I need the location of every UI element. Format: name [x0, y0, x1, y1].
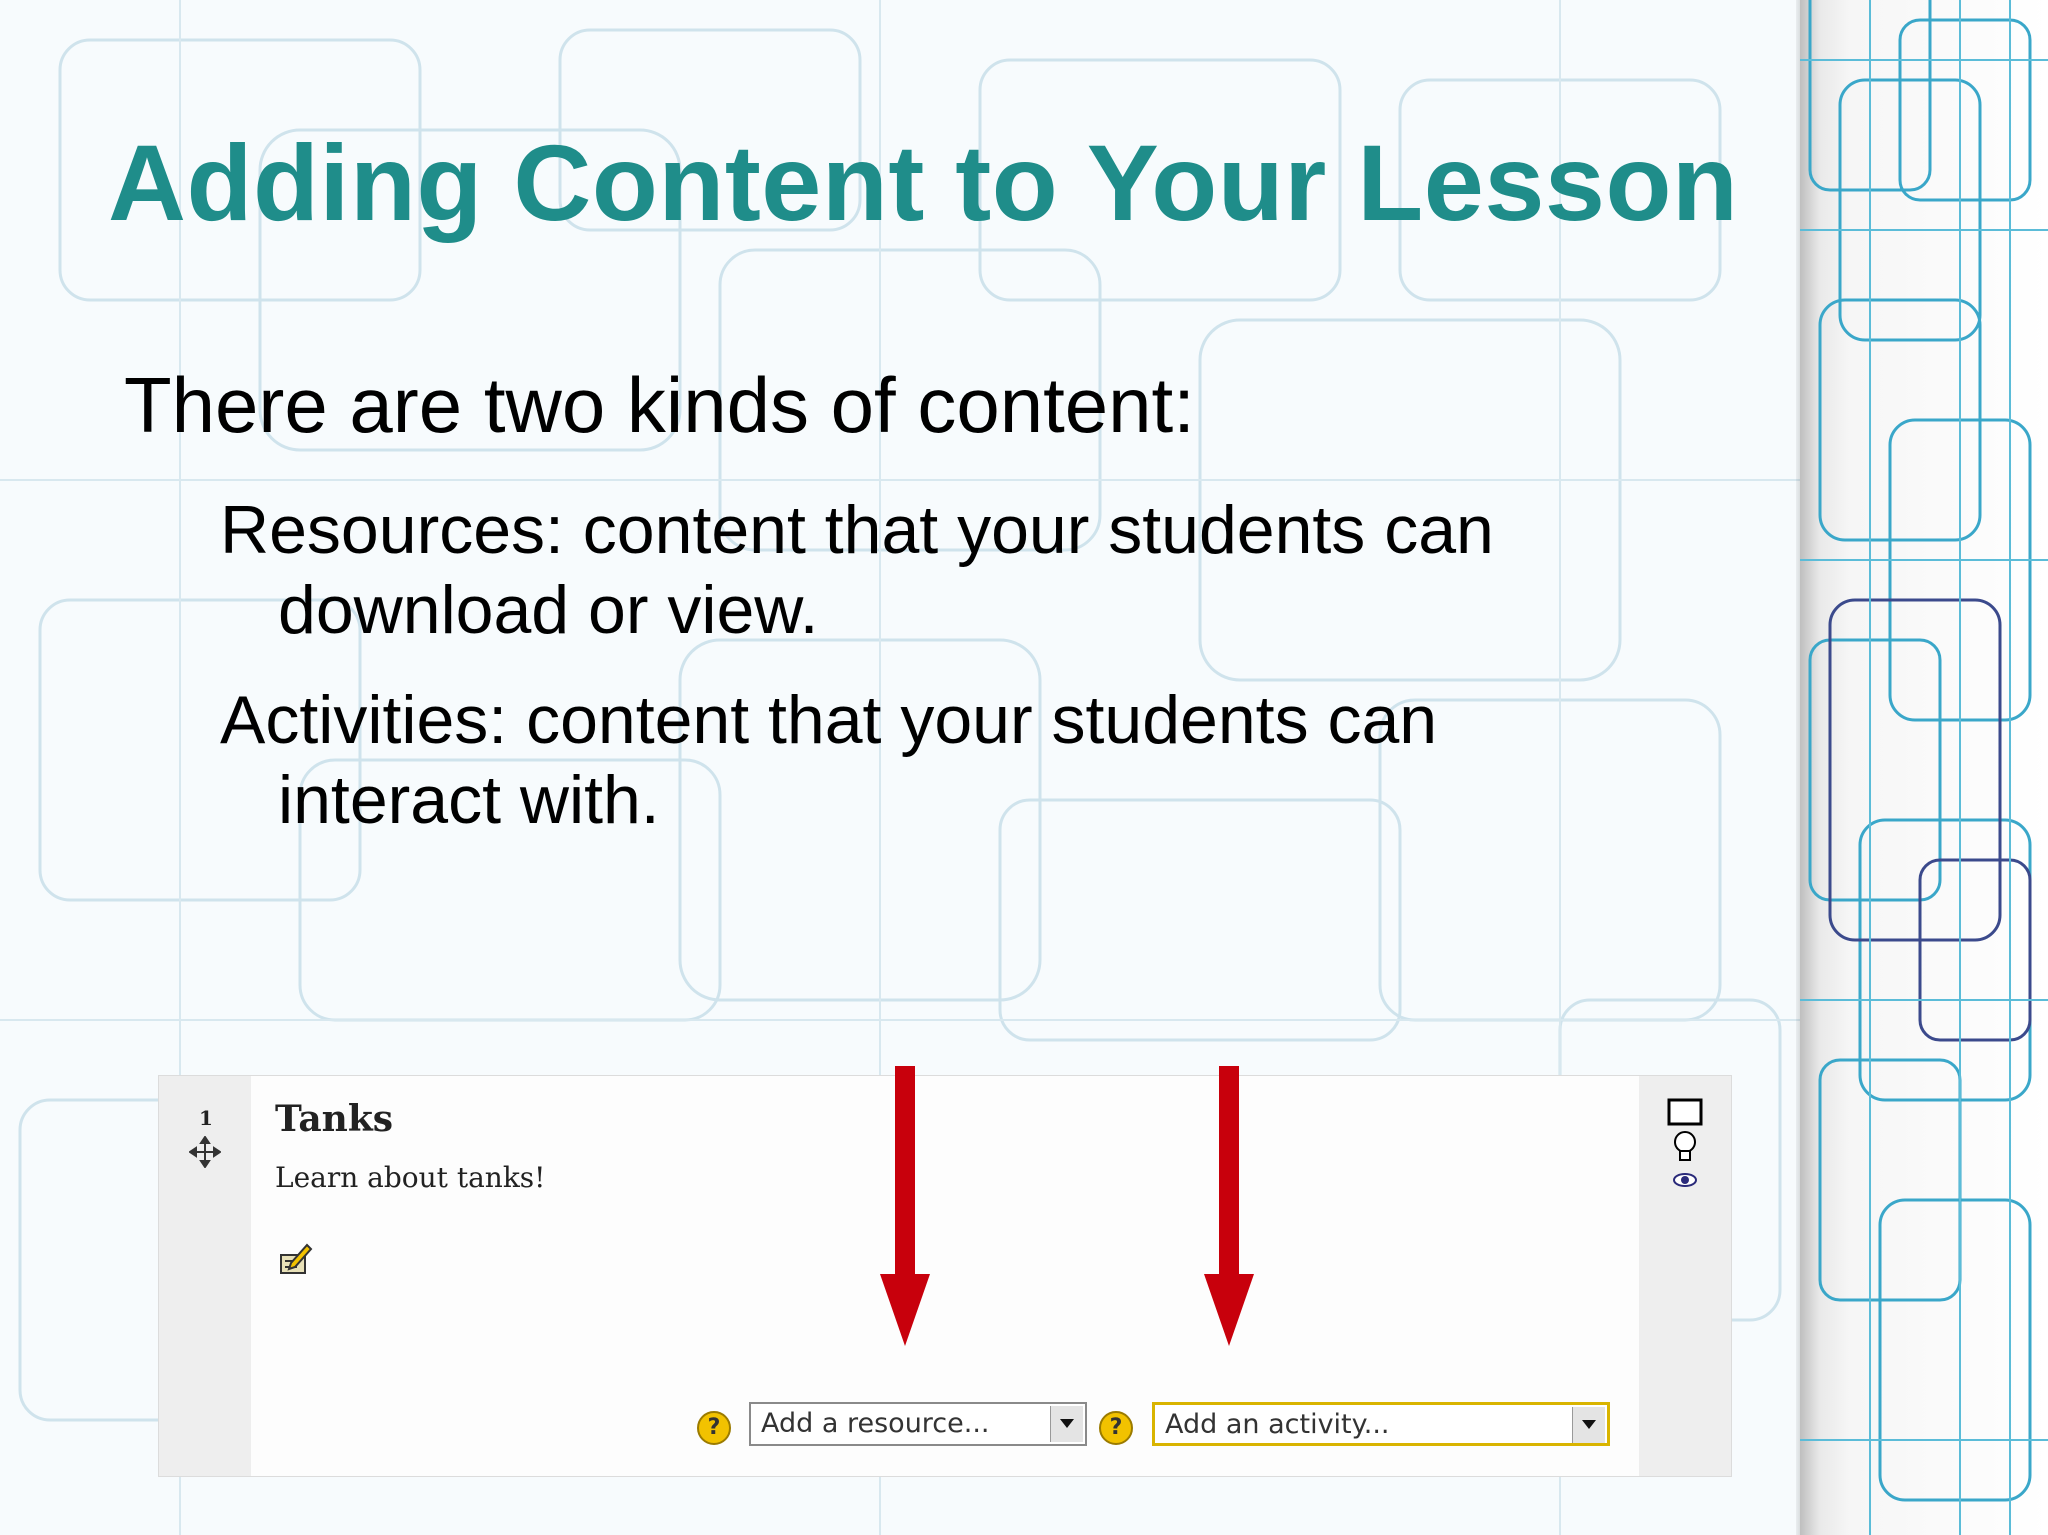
add-resource-value: Add a resource... [761, 1408, 990, 1439]
add-activity-value: Add an activity... [1165, 1409, 1390, 1440]
highlight-box-icon[interactable] [1669, 1100, 1701, 1124]
bullet-activities-line1: Activities: content that your students can [220, 682, 1438, 758]
section-left-gutter [159, 1076, 251, 1476]
red-down-arrow-icon [880, 1066, 930, 1346]
side-line-pattern [1800, 0, 2048, 1535]
dropdown-arrow-icon[interactable] [1050, 1406, 1083, 1442]
section-summary: Learn about tanks! [275, 1161, 546, 1194]
bullet-resources [220, 490, 1494, 650]
lightbulb-icon[interactable] [1675, 1132, 1695, 1160]
course-section-screenshot [158, 1075, 1732, 1477]
bullet-resources-line2: download or view. [278, 572, 819, 648]
add-activity-select[interactable] [1152, 1402, 1610, 1446]
intro-text: There are two kinds of content: [124, 361, 1195, 449]
section-number: 1 [199, 1106, 213, 1130]
bullet-activities [220, 680, 1437, 840]
eye-icon[interactable] [1674, 1174, 1696, 1186]
dropdown-arrow-icon[interactable] [1572, 1407, 1605, 1443]
bullet-resources-line1: Resources: content that your students can [220, 492, 1494, 568]
help-icon[interactable]: ? [697, 1411, 731, 1445]
section-right-gutter [1639, 1076, 1731, 1476]
slide-title: Adding Content to Your Lesson [108, 122, 1739, 243]
side-decoration [1800, 0, 2048, 1535]
help-icon[interactable]: ? [1099, 1411, 1133, 1445]
section-title: Tanks [275, 1098, 394, 1140]
section-controls [1661, 1098, 1709, 1198]
move-icon[interactable] [189, 1136, 221, 1168]
bullet-activities-line2: interact with. [278, 762, 660, 838]
add-resource-select[interactable] [749, 1402, 1087, 1446]
red-down-arrow-icon [1204, 1066, 1254, 1346]
edit-icon[interactable] [277, 1241, 313, 1277]
